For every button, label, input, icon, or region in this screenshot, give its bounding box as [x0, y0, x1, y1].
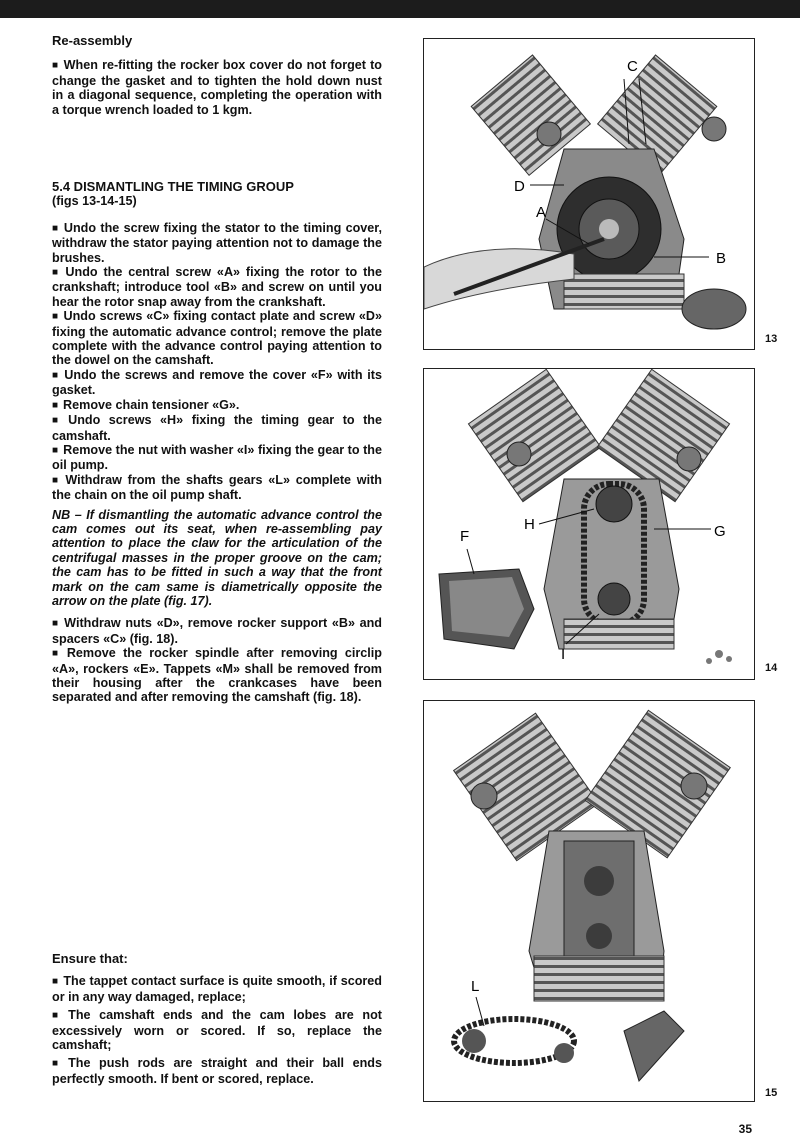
list-item: ■ Withdraw from the shafts gears «L» complete with the chain on the oil pump shaft.: [52, 473, 382, 503]
text-ensure: [52, 952, 382, 1086]
list-item: ■ Undo the screw fixing the stator to the timing cover, withdraw the stator paying attention not to damage the brushes.: [52, 221, 382, 265]
engine-with-chain-illustration: [424, 701, 754, 1101]
figure-15-engine-photo: [423, 700, 755, 1102]
list-item: ■ The camshaft ends and the cam lobes are not excessively worn or scored. If so, replace the camshaft;: [52, 1008, 382, 1052]
figs-reference: (figs 13-14-15): [52, 194, 137, 209]
list-item: ■ Undo the screws and remove the cover «F» with its gasket.: [52, 368, 382, 398]
list-item: ■ Undo screws «C» fixing contact plate and screw «D» fixing the automatic advance control; remove the plate complete with the advance control paying attention to the dowel on the camshaft.: [52, 309, 382, 368]
label-I: I: [561, 646, 566, 663]
label-C: C: [627, 58, 638, 75]
engine-timing-cover-illustration: [424, 39, 754, 349]
heading-section-5-4: 5.4 DISMANTLING THE TIMING GROUP: [52, 179, 294, 194]
list-item: ■ Remove chain tensioner «G».: [52, 398, 382, 413]
label-B: B: [716, 250, 727, 267]
figure-number-13: 13: [765, 333, 778, 345]
label-A: A: [536, 204, 547, 221]
list-item: ■ The push rods are straight and their ball ends perfectly smooth. If bent or scored, replace.: [52, 1056, 382, 1086]
list-item: ■ Remove the rocker spindle after removing circlip «A», rockers «E». Tappets «M» shall be removed from their housing after the crankcases have been separated and after removing the camshaft (fig. 18).: [52, 646, 382, 705]
label-G: G: [714, 523, 726, 540]
figure-13-engine-photo: [423, 38, 755, 350]
label-F: F: [460, 528, 470, 545]
heading-reassembly: Re-assembly: [52, 33, 133, 48]
list-item: ■ Undo screws «H» fixing the timing gear to the camshaft.: [52, 413, 382, 443]
engine-timing-chain-illustration: [424, 369, 754, 679]
page-number: 35: [738, 1122, 752, 1136]
list-item: ■ The tappet contact surface is quite smooth, if scored or in any way damaged, replace;: [52, 974, 382, 1004]
top-bar: [0, 0, 800, 18]
label-L: L: [471, 978, 480, 995]
label-H: H: [524, 516, 535, 533]
figure-number-15: 15: [765, 1087, 778, 1099]
label-D: D: [514, 178, 525, 195]
heading-ensure: Ensure that:: [52, 951, 128, 966]
text-timing-group: [52, 180, 382, 705]
nb-note: NB – If dismantling the automatic advance control the cam comes out its seat, when re-assembling pay attention to place the claw for the articulation of the centrifugal masses in the proper groove on the cam; the cam has to be fitted in such a way that the front mark on the cam same is diametrically opposite the arrow on the plate (fig. 17).: [52, 507, 382, 608]
text-reassembly: [52, 34, 382, 117]
list-item: ■ Undo the central screw «A» fixing the rotor to the crankshaft; introduce tool «B» and screw on until you hear the rotor snap away from the crankshaft.: [52, 265, 382, 309]
figure-number-14: 14: [765, 662, 778, 674]
figure-14-engine-photo: [423, 368, 755, 680]
list-item: ■ Remove the nut with washer «I» fixing the gear to the oil pump.: [52, 443, 382, 473]
list-item: ■ Withdraw nuts «D», remove rocker support «B» and spacers «C» (fig. 18).: [52, 616, 382, 646]
reassembly-paragraph: ■ When re-fitting the rocker box cover do not forget to change the gasket and to tighten the hold down nust in a diagonal sequence, completing the operation with a torque wrench loaded to 1 kgm.: [52, 58, 382, 117]
